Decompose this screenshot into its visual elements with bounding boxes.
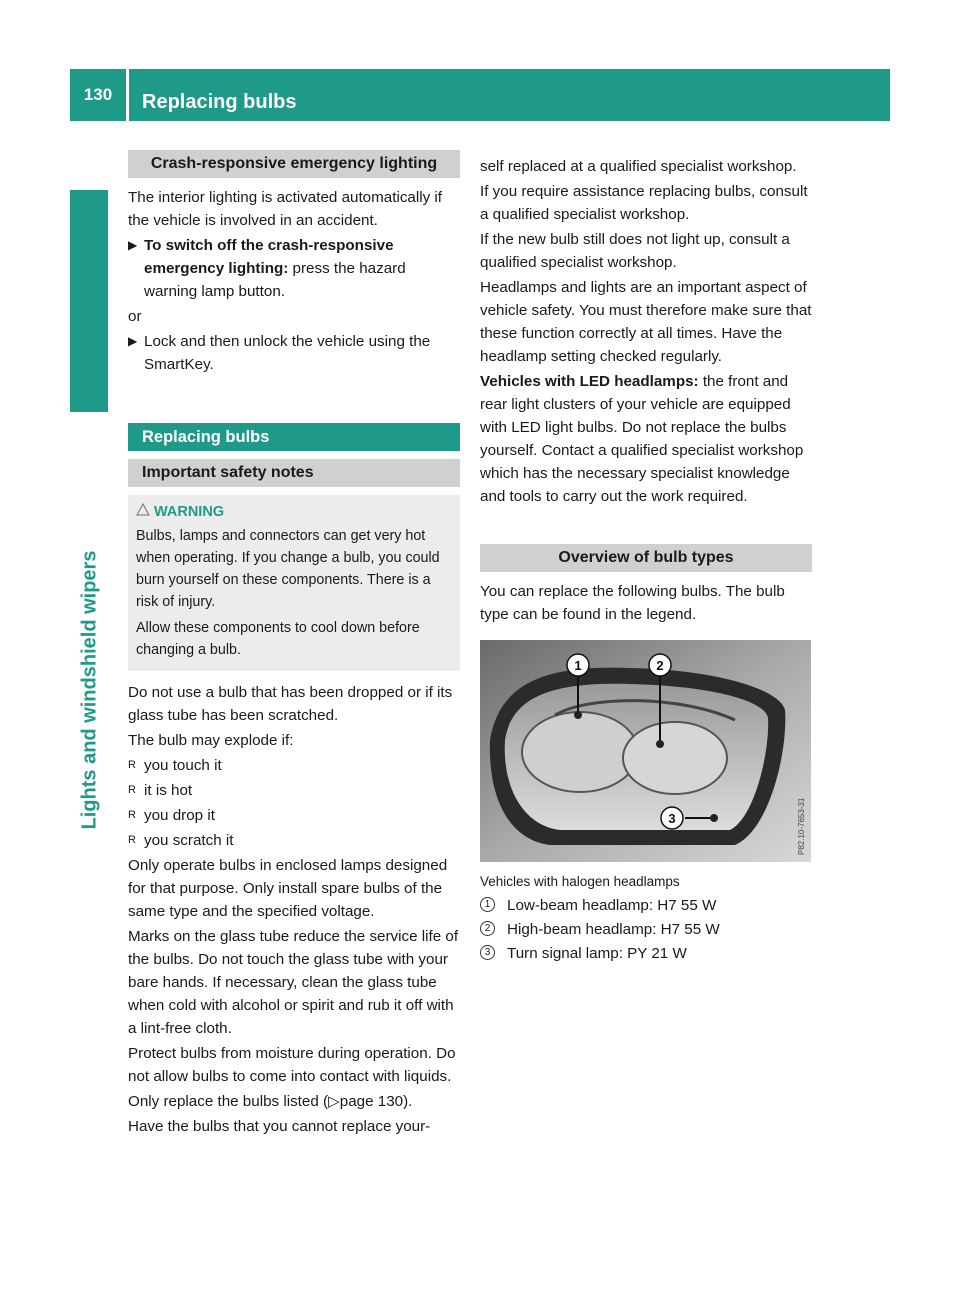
warning-paragraph: Allow these components to cool down before changing a bulb. (136, 620, 420, 658)
callout-3-icon (661, 807, 683, 829)
step-bold: To switch off the crash-responsive emergency lighting: (144, 237, 394, 277)
step-arrow-icon: ▶ (128, 238, 138, 252)
paragraph-dropped: Do not use a bulb that has been dropped or if its glass tube has been scratched. (128, 684, 453, 724)
bullet-icon: R (128, 759, 136, 771)
legend-item (480, 942, 812, 965)
left-column (128, 150, 460, 1140)
bullet-icon: R (128, 834, 136, 846)
led-bold: Vehicles with LED headlamps: (480, 373, 699, 390)
safety-notes-heading: Important safety notes (128, 459, 460, 487)
svg-text:3: 3 (668, 811, 676, 826)
figure-caption: Vehicles with halogen headlamps (480, 874, 680, 889)
page-ref-arrow-icon: ▷ (328, 1093, 340, 1110)
step-text: press the hazard warning lamp button. (144, 260, 406, 300)
paragraph-have: Have the bulbs that you cannot replace your- (128, 1118, 431, 1135)
svg-text:1: 1 (574, 658, 582, 673)
overview-heading: Overview of bulb types (480, 544, 812, 572)
paragraph-operate: Only operate bulbs in enclosed lamps designed for that purpose. Only install spare bulbs of the same type and the specified voltage. (128, 857, 448, 920)
header-title: Replacing bulbs (142, 91, 297, 113)
paragraph-only-replace (128, 1090, 460, 1113)
step-text: Lock and then unlock the vehicle using the SmartKey. (144, 333, 431, 373)
legend-number-icon: 1 (480, 897, 495, 912)
warning-box (128, 495, 460, 671)
paragraph-overview: You can replace the following bulbs. The bulb type can be found in the legend. (480, 583, 785, 623)
paragraph-assistance: If you require assistance replacing bulbs, consult a qualified specialist workshop. (480, 183, 808, 223)
step-switch-off (128, 234, 460, 303)
warning-title (136, 501, 454, 523)
headlamp-figure (480, 640, 811, 862)
paragraph-explode: The bulb may explode if: (128, 732, 294, 749)
or-text: or (128, 308, 142, 325)
crash-lighting-heading: Crash-responsive emergency lighting (128, 150, 460, 178)
bullet-text: it is hot (144, 782, 193, 799)
bullet-text: you scratch it (144, 832, 234, 849)
legend-item (480, 894, 812, 917)
text: Only replace the bulbs listed ( (128, 1093, 329, 1110)
legend-number-icon: 2 (480, 921, 495, 936)
callout-2-icon (649, 654, 671, 676)
paragraph-protect: Protect bulbs from moisture during operation. Do not allow bulbs to come into contact with liquids. (128, 1045, 456, 1085)
warning-title-text: WARNING (154, 504, 225, 520)
bullet-text: you touch it (144, 757, 222, 774)
paragraph-headlamps: Headlamps and lights are an important aspect of vehicle safety. You must therefore make sure that these function correctly at all times. Have the headlamp setting checked regularly. (480, 279, 812, 365)
crash-intro: The interior lighting is activated automatically if the vehicle is involved in an accident. (128, 189, 443, 229)
replacing-bulbs-heading: Replacing bulbs (128, 423, 460, 451)
warning-paragraph: Bulbs, lamps and connectors can get very hot when operating. If you change a bulb, you could burn yourself on these components. There is a risk of injury. (136, 528, 440, 610)
led-text: the front and rear light clusters of your vehicle are equipped with LED light bulbs. Do not replace the bulbs yourself. Contact a qualified specialist workshop which has the necessary specialist knowledge and tools to carry out the work required. (480, 373, 804, 505)
step-arrow-icon: ▶ (128, 334, 138, 348)
list-item (128, 829, 460, 852)
page-number: 130 (83, 85, 113, 104)
bullet-text: you drop it (144, 807, 215, 824)
paragraph-still: If the new bulb still does not light up, consult a qualified specialist workshop. (480, 231, 790, 271)
bullet-icon: R (128, 809, 136, 821)
legend-text: Turn signal lamp: PY 21 W (507, 945, 687, 962)
side-tab-marker (70, 190, 108, 412)
paragraph-led (480, 370, 812, 508)
headlamp-illustration (480, 640, 811, 862)
paragraph-continued: self replaced at a qualified specialist workshop. (480, 158, 797, 175)
page-reference-link[interactable]: page 130 (339, 1093, 404, 1110)
legend-item (480, 918, 812, 941)
svg-text:2: 2 (656, 658, 664, 673)
paragraph-marks: Marks on the glass tube reduce the service life of the bulbs. Do not touch the glass tube with your bare hands. If necessary, clean the glass tube when cold with alcohol or spirit and rub it off with a lint-free cloth. (128, 928, 459, 1037)
list-item (128, 779, 460, 802)
side-tab-label: Lights and windshield wipers (78, 550, 101, 830)
legend-text: High-beam headlamp: H7 55 W (507, 921, 720, 938)
text: ). (403, 1093, 413, 1110)
right-column (480, 155, 812, 966)
list-item (128, 804, 460, 827)
step-lock-unlock (128, 330, 460, 376)
legend-number-icon: 3 (480, 945, 495, 960)
bullet-icon: R (128, 784, 136, 796)
list-item (128, 754, 460, 777)
header-divider (126, 69, 129, 121)
figure-code: P82.10-7653-31 (797, 797, 806, 855)
warning-triangle-icon (136, 503, 150, 516)
legend-text: Low-beam headlamp: H7 55 W (507, 897, 717, 914)
callout-1-icon (567, 654, 589, 676)
